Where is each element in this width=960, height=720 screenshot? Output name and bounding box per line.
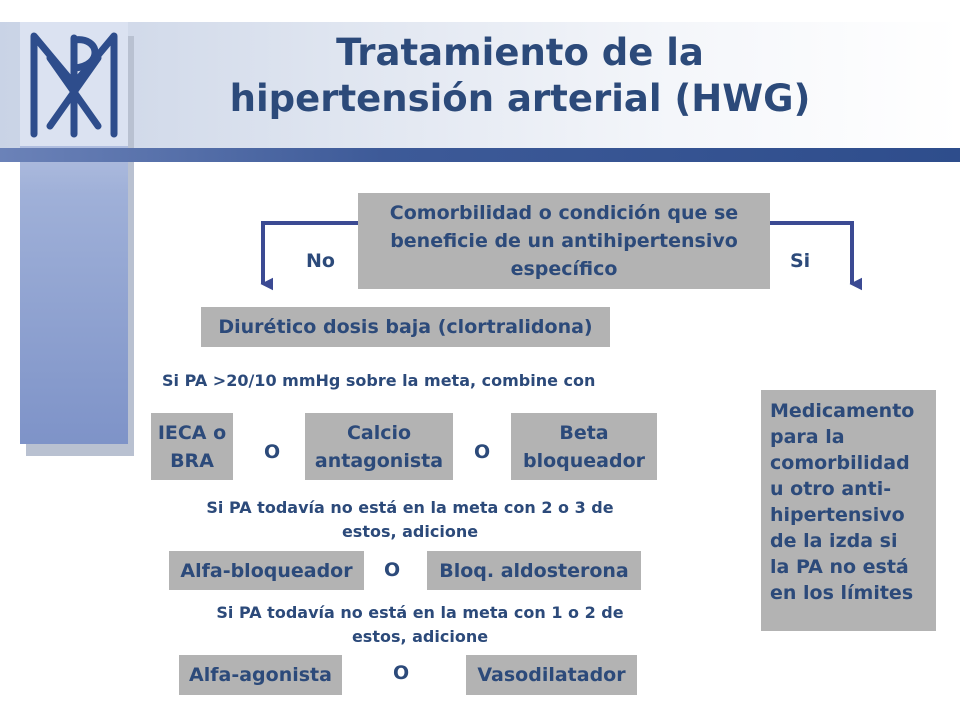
alfa-agonista-box: Alfa-agonista xyxy=(179,655,342,695)
diuretic-box: Diurético dosis baja (clortralidona) xyxy=(201,307,610,347)
calcio-antagonista-box xyxy=(305,413,453,480)
chi-rho-monogram-icon xyxy=(20,22,128,146)
note-combine: Si PA >20/10 mmHg sobre la meta, combine con xyxy=(162,371,596,390)
or-label-1: O xyxy=(264,441,281,463)
note-add-2-3 xyxy=(160,496,660,544)
note-2-line-2: estos, adicione xyxy=(341,522,479,541)
note-3-line-2: estos, adicione xyxy=(351,627,489,646)
beta-line-1: Beta xyxy=(559,421,609,444)
med-line: Medicamento xyxy=(770,400,915,422)
comorbidity-medication-box xyxy=(761,390,936,631)
slide-title xyxy=(200,30,840,122)
si-arrow xyxy=(770,223,852,284)
note-2-line-1: Si PA todavía no está en la meta con 2 o 3 de xyxy=(206,498,614,517)
or-label-4: O xyxy=(393,662,410,684)
or-label-3: O xyxy=(384,559,401,581)
ieca-line-2: BRA xyxy=(170,449,214,472)
header-rule xyxy=(0,148,960,162)
note-3-line-1: Si PA todavía no está en la meta con 1 o 2 de xyxy=(216,603,624,622)
med-line: en los límites xyxy=(770,582,914,604)
med-line: u otro anti- xyxy=(770,478,892,500)
beta-bloqueador-box xyxy=(511,413,657,480)
ieca-line-1: IECA o xyxy=(157,421,227,444)
title-line-2: hipertensión arterial (HWG) xyxy=(229,77,811,120)
calcio-line-2: antagonista xyxy=(314,449,444,472)
med-line: para la xyxy=(770,426,845,448)
med-line: de la izda si xyxy=(770,530,898,552)
note-add-1-2 xyxy=(170,601,670,649)
med-line: comorbilidad xyxy=(770,452,910,474)
title-line-1: Tratamiento de la xyxy=(336,31,704,74)
comorbidity-question-box: Comorbilidad o condición que se beneficie de un antihipertensivo específico xyxy=(358,193,770,289)
med-line: la PA no está xyxy=(770,556,909,578)
alfa-bloqueador-box: Alfa-bloqueador xyxy=(169,551,364,590)
si-label: Si xyxy=(790,250,811,272)
med-line: hipertensivo xyxy=(770,504,905,526)
ieca-bra-box xyxy=(151,413,233,480)
beta-line-2: bloqueador xyxy=(522,449,646,472)
vasodilatador-box: Vasodilatador xyxy=(466,655,637,695)
or-label-2: O xyxy=(474,441,491,463)
calcio-line-1: Calcio xyxy=(346,421,412,444)
no-label: No xyxy=(306,250,335,272)
bloq-aldosterona-box: Bloq. aldosterona xyxy=(427,551,641,590)
